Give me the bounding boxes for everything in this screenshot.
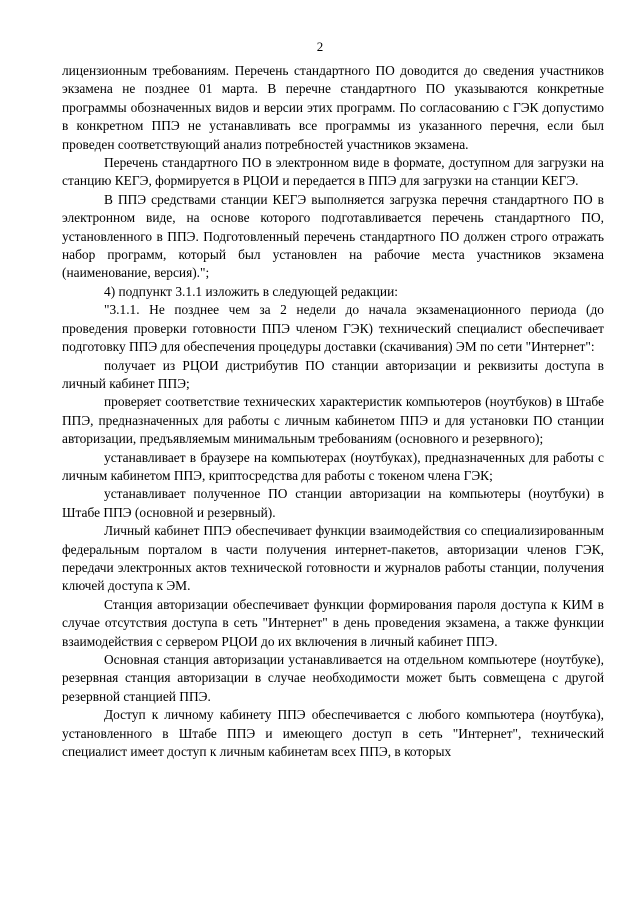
paragraph: лицензионным требованиям. Перечень стандартного ПО доводится до сведения участников экзамена не позднее 01 марта. В перечне стандартного ПО указываются конкретные программы обозначенных видов и версии этих программ. По согласованию с ГЭК допустимо в конкретном ППЭ не устанавливать все программы из указанного перечня, если был проведен соответствующий анализ потребностей участников экзамена. — [62, 63, 604, 152]
paragraph: Станция авторизации обеспечивает функции формирования пароля доступа к КИМ в случае отсутствия доступа в сеть "Интернет" в день проведения экзамена, а также функции взаимодействия с сервером РЦОИ до их включения в личный кабинет ППЭ. — [62, 596, 604, 649]
paragraph: Основная станция авторизации устанавливается на отдельном компьютере (ноутбуке), резервная станция авторизации в случае необходимости может быть совмещена с другой резервной станцией ППЭ. — [62, 652, 604, 704]
paragraph: устанавливает полученное ПО станции авторизации на компьютеры (ноутбуки) в Штабе ППЭ (основной и резервный). — [62, 486, 604, 520]
page-number: 2 — [316, 39, 324, 54]
paragraph: устанавливает в браузере на компьютерах (ноутбуках), предназначенных для работы с личным кабинетом ППЭ, криптосредства для работы с токеном члена ГЭК; — [62, 449, 604, 483]
paragraph: В ППЭ средствами станции КЕГЭ выполняется загрузка перечня стандартного ПО в электронном виде, на основе которого подготавливается перечень стандартного ПО, установленного в ППЭ. Подготовленный перечень стандартного ПО должен строго отражать набор программ, который был установлен на рабочие места участников экзамена (наименование, версия)."; — [62, 191, 604, 281]
paragraph: 4) подпункт 3.1.1 изложить в следующей редакции: — [104, 283, 398, 299]
paragraph: проверяет соответствие технических характеристик компьютеров (ноутбуков) в Штабе ППЭ, предназначенных для работы с личным кабинетом ППЭ и для установки ПО станции авторизации, предъявляемым минимальным требованиям (основного и резервного); — [62, 394, 604, 447]
paragraph: Личный кабинет ППЭ обеспечивает функции взаимодействия со специализированным федеральным порталом в части получения интернет-пакетов, авторизации членов ГЭК, передачи электронных актов технической готовности и журналов работы станции, получения ключей доступа к ЭМ. — [62, 523, 604, 594]
paragraph: Перечень стандартного ПО в электронном виде в формате, доступном для загрузки на станцию КЕГЭ, формируется в РЦОИ и передается в ППЭ для загрузки на станции КЕГЭ. — [62, 155, 604, 189]
paragraph: "3.1.1. Не позднее чем за 2 недели до начала экзаменационного периода (до проведения проверки готовности ППЭ членом ГЭК) технический специалист обеспечивает подготовку ППЭ для обеспечения процедуры доставки (скачивания) ЭМ по сети "Интернет": — [62, 302, 604, 355]
document-body — [62, 62, 604, 761]
paragraph: Доступ к личному кабинету ППЭ обеспечивается с любого компьютера (ноутбука), установленного в Штабе ППЭ и имеющего доступ в сеть "Интернет", технический специалист имеет доступ к личным кабинетам всех ППЭ, в которых — [62, 707, 604, 760]
paragraph: получает из РЦОИ дистрибутив ПО станции авторизации и реквизиты доступа в личный кабинет ППЭ; — [62, 357, 604, 391]
